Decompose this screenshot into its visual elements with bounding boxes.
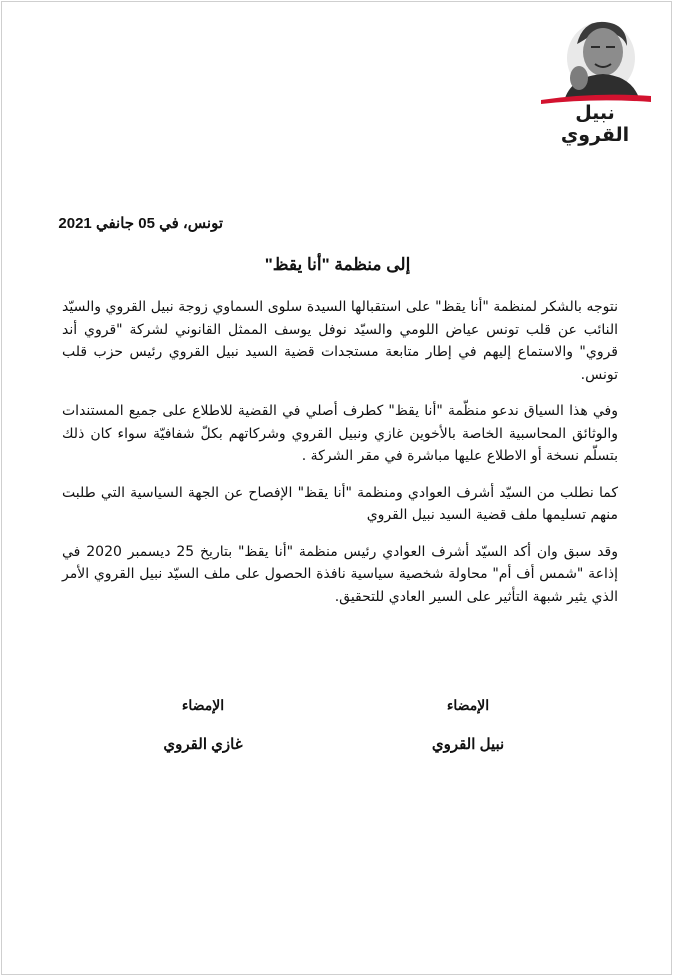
signature-label: الإمضاء bbox=[181, 697, 225, 713]
paragraph: نتوجه بالشكر لمنظمة "أنا يقظ" على استقبالها السيدة سلوى السماوي زوجة نبيل القروي والسيّد النائب عن قلب تونس عياض اللومي والسيّد نوفل يوسف الممثل القانوني لشركة "قروي أند قروي" والاستماع إليهم في إطار متابعة مستجدات قضية السيد نبيل القروي رئيس حزب قلب تونس. bbox=[62, 299, 618, 383]
signature-name: غازي القروي bbox=[163, 736, 243, 753]
letter-heading: إلى منظمة "أنا يقظ" bbox=[264, 255, 411, 274]
portrait-icon bbox=[539, 14, 651, 104]
paragraph: كما نطلب من السيّد أشرف العوادي ومنظمة "أنا يقظ" الإفصاح عن الجهة السياسية التي طلبت منهم تسليمها ملف قضية السيد نبيل القروي bbox=[62, 484, 618, 523]
signature-block-nabil bbox=[413, 697, 523, 753]
signature-label: الإمضاء bbox=[446, 697, 490, 713]
paragraph: وفي هذا السياق ندعو منظّمة "أنا يقظ" كطرف أصلي في القضية للاطلاع على جميع المستندات والوثائق المحاسبية الخاصة بالأخوين غازي ونبيل القروي وشركاتهم بكلّ شفافيّة سواء كان ذلك بتسلّم نسخة أو الاطلاع عليها مباشرة في مقر الشركة . bbox=[62, 403, 618, 464]
logo-name: نبيل القروي bbox=[560, 102, 630, 146]
logo bbox=[539, 14, 651, 146]
letter-date: تونس، في 05 جانفي 2021 bbox=[58, 215, 223, 232]
letter-body bbox=[62, 296, 618, 622]
signature-block-ghazi bbox=[148, 697, 258, 753]
paragraph: وقد سبق وان أكد السيّد أشرف العوادي رئيس منظمة "أنا يقظ" بتاريخ 25 ديسمبر 2020 في إذاعة "شمس أف أم" محاولة شخصية سياسية نافذة الحصول على ملف السيّد نبيل القروي الأمر الذي يثير شبهة التأثير على السير العادي للتحقيق. bbox=[62, 543, 619, 605]
signature-name: نبيل القروي bbox=[431, 736, 505, 753]
